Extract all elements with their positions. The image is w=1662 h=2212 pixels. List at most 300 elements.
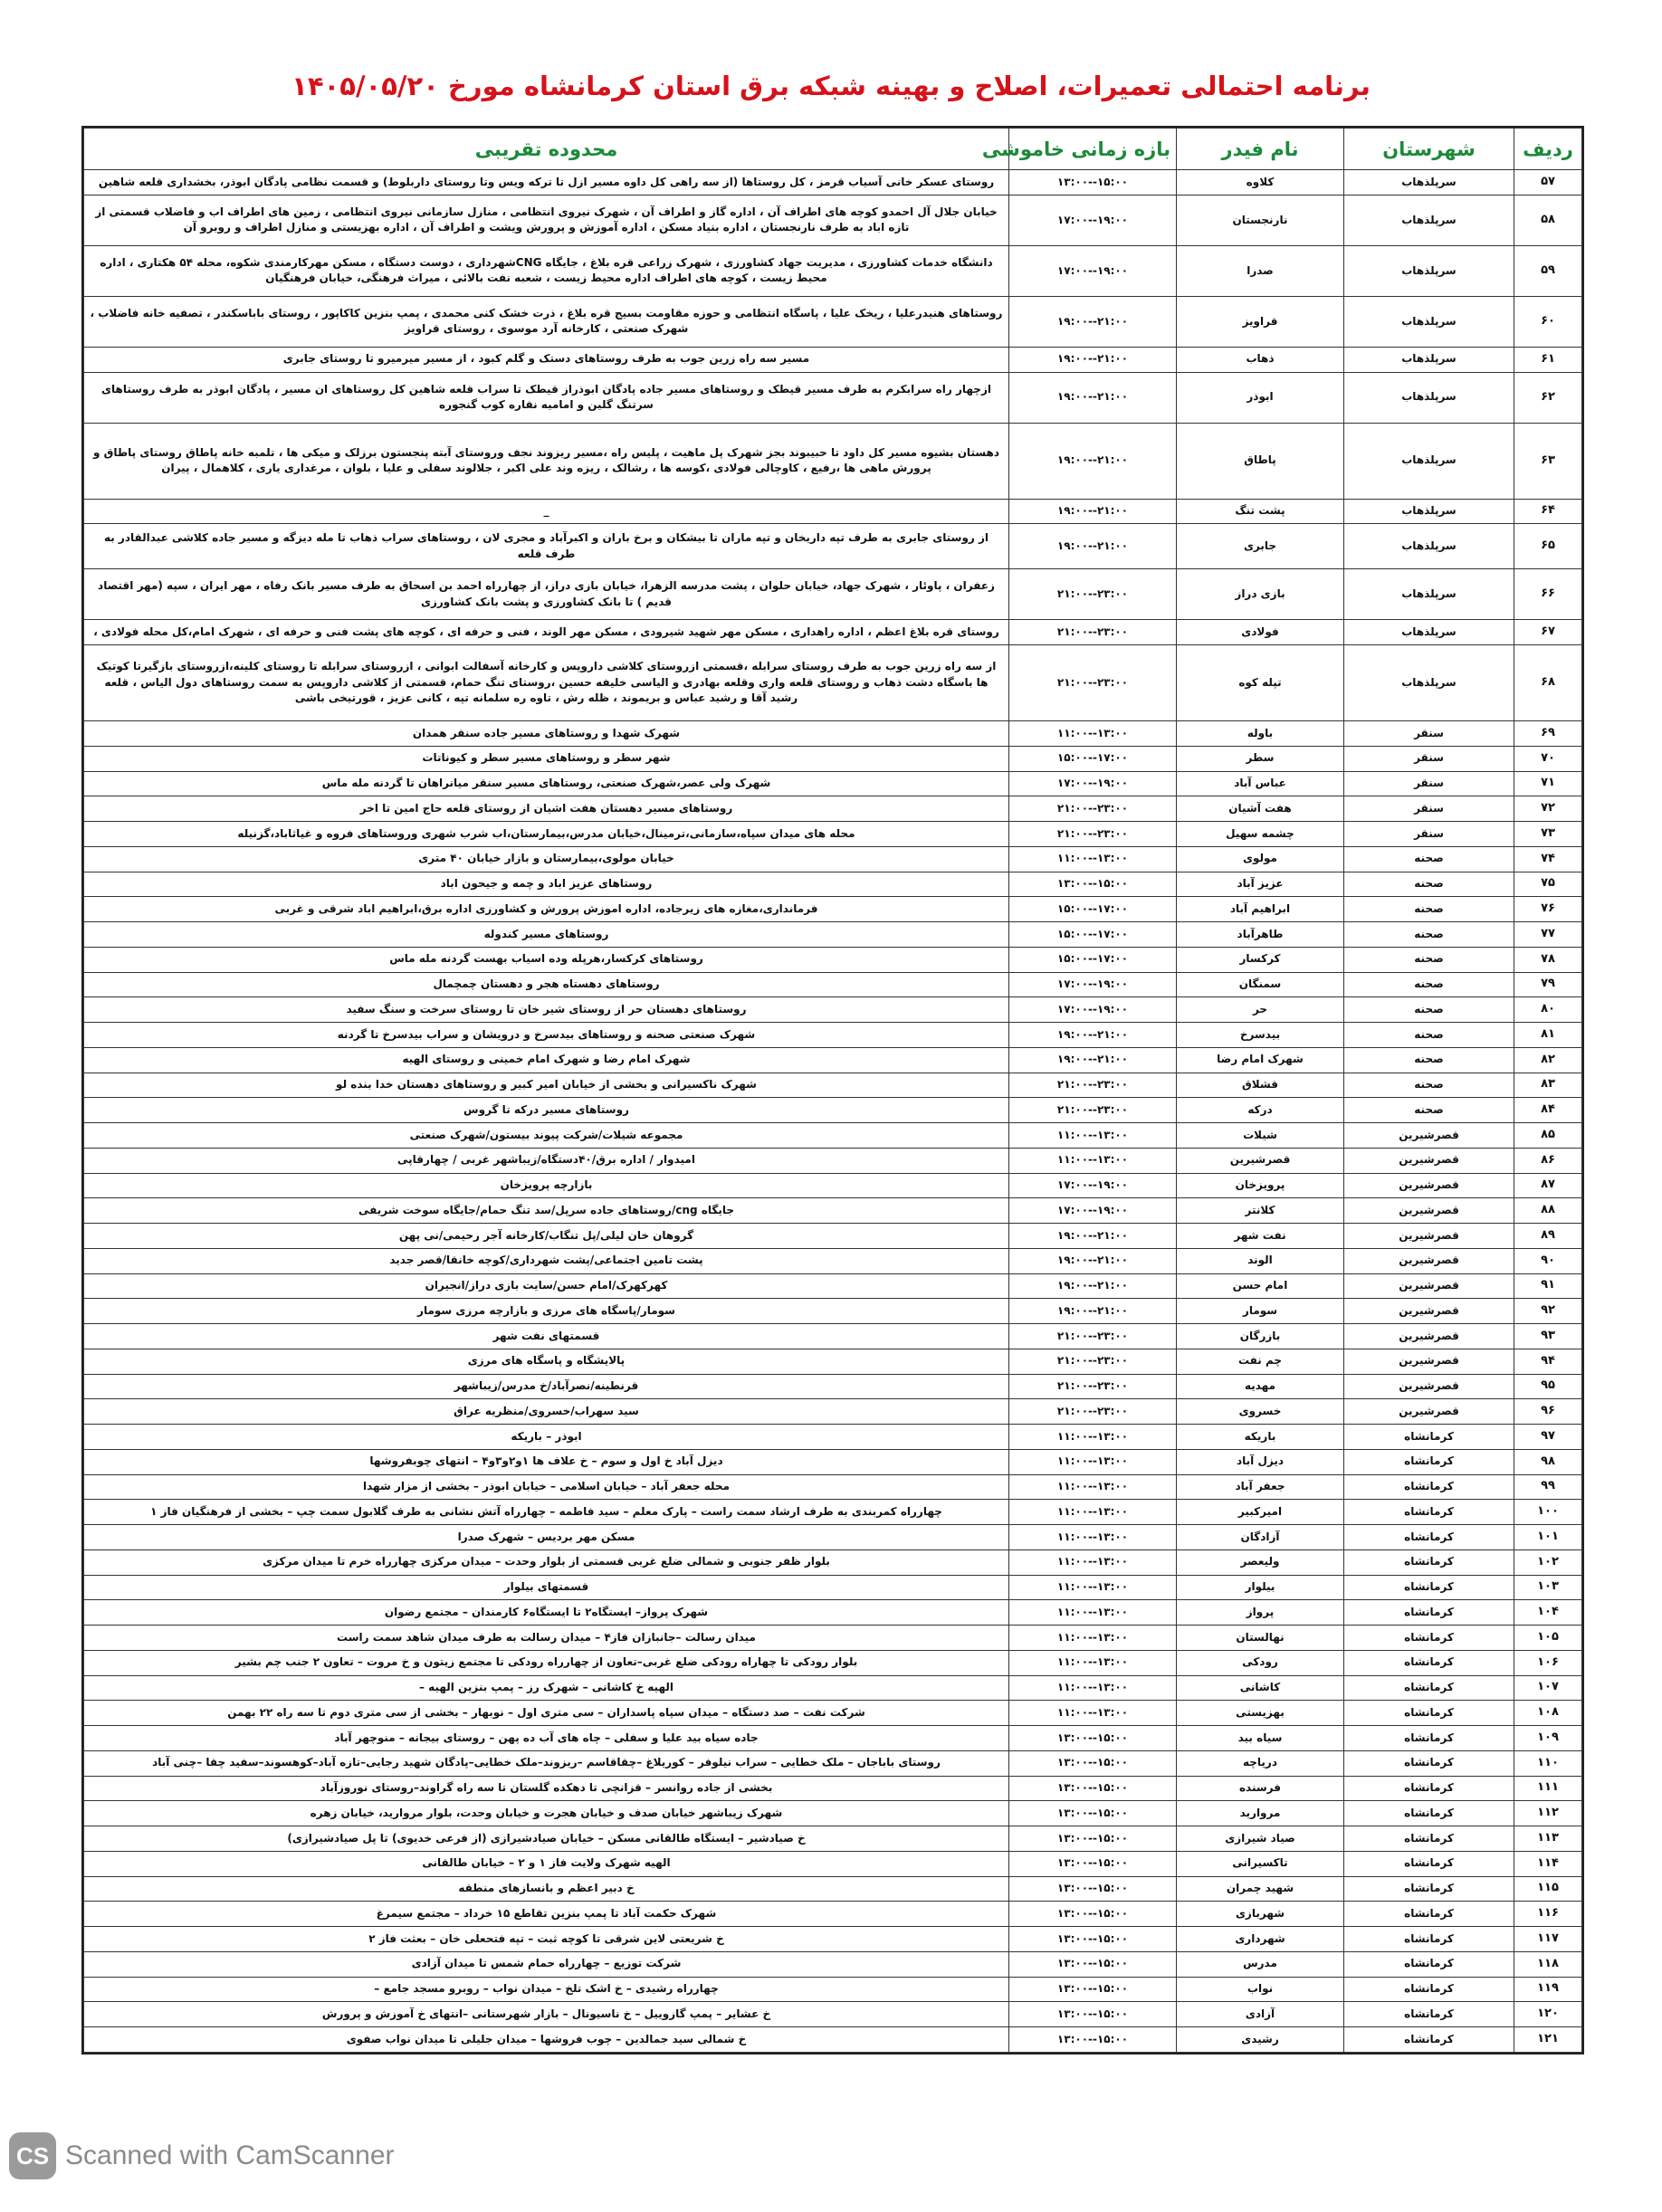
table-row <box>84 846 1582 872</box>
city-cell: کرمانشاه <box>1344 1525 1514 1550</box>
time-range-cell: ۱۹:۰۰--۲۱:۰۰ <box>1009 1224 1177 1249</box>
city-cell: کرمانشاه <box>1344 2027 1514 2053</box>
area-cell: شهر سطر و روستاهای مسیر سطر و کیوناتات <box>84 746 1009 771</box>
row-number-cell: ۷۰ <box>1514 746 1582 771</box>
feeder-cell: پرویزخان <box>1177 1173 1344 1198</box>
city-cell: قصرشیرین <box>1344 1374 1514 1399</box>
feeder-cell: دیزل آباد <box>1177 1449 1344 1474</box>
time-range-cell: ۱۳:۰۰--۱۵:۰۰ <box>1009 170 1177 195</box>
area-cell: دهستان بشیوه مسیر کل داود تا حبیبوند بجز شهرک پل ماهیت ، پلیس راه ،مسیر ریزوند نجف وروستای آبته پنجستون برزلک و میکی ها ، تلمبه خانه پاطاق روستای پاطاق و پرورش ماهی ها ،رفیع ، کاوچالی فولادی ،کوسه ها ، رشالک ، ریزه وند علی اکبر ، جلالوند سفلی و علیا ، بلوان ، مرغداری یاری ، کلاهمال ، پیران <box>84 423 1009 499</box>
feeder-cell: شهربازی <box>1177 1902 1344 1927</box>
table-row <box>84 1500 1582 1525</box>
feeder-cell: طاهرآباد <box>1177 922 1344 948</box>
city-cell: سرپلذهاب <box>1344 569 1514 620</box>
feeder-cell: چم نفت <box>1177 1349 1344 1374</box>
area-cell: روستاهای دهستاه هجر و دهستان چمچمال <box>84 972 1009 997</box>
area-cell: قرنطینه/نصرآباد/خ مدرس/زیباشهر <box>84 1374 1009 1399</box>
city-cell: کرمانشاه <box>1344 1826 1514 1852</box>
city-cell: صحنه <box>1344 1047 1514 1073</box>
row-number-cell: ۷۳ <box>1514 822 1582 847</box>
table-row <box>84 1474 1582 1500</box>
area-cell: چهارراه رشیدی – خ اشک تلخ – میدان نواب – روبرو مسجد جامع – <box>84 1977 1009 2002</box>
time-range-cell: ۲۱:۰۰--۲۳:۰۰ <box>1009 1349 1177 1374</box>
feeder-cell: امیرکبیر <box>1177 1500 1344 1525</box>
row-number-cell: ۱۰۶ <box>1514 1650 1582 1675</box>
table-row <box>84 423 1582 499</box>
area-cell: خیابان مولوی،بیمارستان و بازار خیابان ۴۰ متری <box>84 846 1009 872</box>
city-cell: سرپلذهاب <box>1344 423 1514 499</box>
table-row <box>84 1726 1582 1751</box>
feeder-cell: بیلوار <box>1177 1575 1344 1600</box>
city-cell: سرپلذهاب <box>1344 170 1514 195</box>
table-row <box>84 1525 1582 1550</box>
feeder-cell: خسروی <box>1177 1399 1344 1425</box>
row-number-cell: ۹۲ <box>1514 1299 1582 1324</box>
city-cell: سرپلذهاب <box>1344 347 1514 372</box>
time-range-cell: ۱۷:۰۰--۱۹:۰۰ <box>1009 997 1177 1023</box>
camscanner-watermark <box>9 2132 395 2179</box>
camscanner-logo-icon: CS <box>9 2132 56 2179</box>
feeder-cell: صدرا <box>1177 245 1344 296</box>
feeder-cell: الوند <box>1177 1248 1344 1273</box>
table-row <box>84 1575 1582 1600</box>
table-header-row <box>84 129 1582 170</box>
time-range-cell: ۱۱:۰۰--۱۳:۰۰ <box>1009 1600 1177 1626</box>
area-cell: شهرک صنعتی صحنه و روستاهای بیدسرخ و درویشان و سراب بیدسرخ تا گردنه <box>84 1023 1009 1048</box>
row-number-cell: ۵۸ <box>1514 195 1582 245</box>
area-cell: شرکت نفت – صد دستگاه – میدان سپاه پاسداران – سی متری اول – نوبهار – بخشی از سی متری دوم تا سه راه ۲۲ بهمن <box>84 1701 1009 1726</box>
area-cell: خ دبیر اعظم و بانسازهای منطقه <box>84 1876 1009 1902</box>
table-row <box>84 1902 1582 1927</box>
feeder-cell: نواب <box>1177 1977 1344 2002</box>
feeder-cell: رشیدی <box>1177 2027 1344 2053</box>
feeder-cell: شهید چمران <box>1177 1876 1344 1902</box>
city-cell: سنقر <box>1344 771 1514 796</box>
time-range-cell: ۱۱:۰۰--۱۳:۰۰ <box>1009 1575 1177 1600</box>
row-number-cell: ۹۳ <box>1514 1324 1582 1349</box>
feeder-cell: هفت آشیان <box>1177 796 1344 822</box>
feeder-cell: بازی دراز <box>1177 569 1344 620</box>
table-row <box>84 997 1582 1023</box>
city-cell: صحنه <box>1344 897 1514 922</box>
row-number-cell: ۱۱۳ <box>1514 1826 1582 1852</box>
table-row <box>84 822 1582 847</box>
city-cell: قصرشیرین <box>1344 1248 1514 1273</box>
table-row <box>84 897 1582 922</box>
area-cell: ابوذر – باریکه <box>84 1425 1009 1450</box>
city-cell: کرمانشاه <box>1344 1425 1514 1450</box>
time-range-cell: ۲۱:۰۰--۲۳:۰۰ <box>1009 1073 1177 1098</box>
row-number-cell: ۶۵ <box>1514 524 1582 569</box>
table-row <box>84 1600 1582 1626</box>
table-row <box>84 1023 1582 1048</box>
area-cell: خیابان جلال آل احمدو کوچه های اطراف آن ، اداره گاز و اطراف آن ، شهرک نیروی انتظامی ، منازل سازمانی نیروی انتظامی ، زمین های اطراف اب و فاضلاب قسمتی از تازه اباد به طرف نارنجستان ، اداره بنیاد مسکن ، اداره آموزش و پرورش ویشت و اطراف آن ، اداره بهزیستی و منازل اطراف و روبرو آن <box>84 195 1009 245</box>
area-cell: امیدوار / اداره برق/۴۰دستگاه/زیباشهر غربی / چهارقاپی <box>84 1148 1009 1173</box>
time-range-cell: ۱۳:۰۰--۱۵:۰۰ <box>1009 1876 1177 1902</box>
page-title: برنامه احتمالی تعمیرات، اصلاح و بهینه شبکه برق استان کرمانشاه مورخ ۱۴۰۵/۰۵/۲۰ <box>291 71 1371 101</box>
time-range-cell: ۱۹:۰۰--۲۱:۰۰ <box>1009 499 1177 524</box>
time-range-cell: ۱۳:۰۰--۱۵:۰۰ <box>1009 1951 1177 1977</box>
time-range-cell: ۱۹:۰۰--۲۱:۰۰ <box>1009 1299 1177 1324</box>
area-cell: ازچهار راه سرابکرم به طرف مسیر قیطک و روستاهای مسیر جاده پادگان ابوذراز قیطک تا سراب قلعه شاهین کل روستاهای ان مسیر ، پادگان ابوذر به طرف روستاهای سرتنگ گلین و امامیه نقاره کوب گنجوره <box>84 372 1009 423</box>
city-cell: کرمانشاه <box>1344 1675 1514 1701</box>
area-cell: دانشگاه خدمات کشاورزی ، مدیریت جهاد کشاورزی ، شهرک زراعی قره بلاغ ، جایگاه CNGشهرداری ، دوست دستگاه ، مسکن مهرکارمندی شکوه، محله ۵۴ هکتاری ، اداره محیط زیست ، کوچه های اطراف اداره محیط زیست ، شعبه نفت بالائی ، میراث فرهنگی، خیابان فرهنگیان <box>84 245 1009 296</box>
time-range-cell: ۱۹:۰۰--۲۱:۰۰ <box>1009 524 1177 569</box>
area-cell: شهرک حکمت آباد تا پمپ بنزین تقاطع ۱۵ خرداد – مجتمع سیمرغ <box>84 1902 1009 1927</box>
time-range-cell: ۲۱:۰۰--۲۳:۰۰ <box>1009 569 1177 620</box>
header-feeder: نام فیدر <box>1177 129 1344 170</box>
time-range-cell: ۱۱:۰۰--۱۳:۰۰ <box>1009 846 1177 872</box>
time-range-cell: ۲۱:۰۰--۲۳:۰۰ <box>1009 1324 1177 1349</box>
time-range-cell: ۱۹:۰۰--۲۱:۰۰ <box>1009 1023 1177 1048</box>
time-range-cell: ۲۱:۰۰--۲۳:۰۰ <box>1009 645 1177 721</box>
time-range-cell: ۱۱:۰۰--۱۳:۰۰ <box>1009 1525 1177 1550</box>
area-cell: روستاهای عزیز اباد و چمه و جیحون اباد <box>84 872 1009 897</box>
area-cell: شرکت توزیع – چهارراه حمام شمس تا میدان آزادی <box>84 1951 1009 1977</box>
table-row <box>84 947 1582 972</box>
city-cell: صحنه <box>1344 1023 1514 1048</box>
feeder-cell: باوله <box>1177 721 1344 747</box>
feeder-cell: قشلاق <box>1177 1073 1344 1098</box>
city-cell: کرمانشاه <box>1344 1977 1514 2002</box>
city-cell: صحنه <box>1344 872 1514 897</box>
row-number-cell: ۸۱ <box>1514 1023 1582 1048</box>
city-cell: کرمانشاه <box>1344 1549 1514 1575</box>
feeder-cell: جعفر آباد <box>1177 1474 1344 1500</box>
table-row <box>84 746 1582 771</box>
city-cell: کرمانشاه <box>1344 1902 1514 1927</box>
feeder-cell: مهدیه <box>1177 1374 1344 1399</box>
feeder-cell: سطر <box>1177 746 1344 771</box>
row-number-cell: ۸۳ <box>1514 1073 1582 1098</box>
area-cell: روستاهای مسیر کندوله <box>84 922 1009 948</box>
row-number-cell: ۱۰۹ <box>1514 1726 1582 1751</box>
city-cell: کرمانشاه <box>1344 1449 1514 1474</box>
row-number-cell: ۶۴ <box>1514 499 1582 524</box>
row-number-cell: ۶۰ <box>1514 296 1582 347</box>
feeder-cell: صیاد شیرازی <box>1177 1826 1344 1852</box>
area-cell: مسکن مهر بردیس – شهرک صدرا <box>84 1525 1009 1550</box>
row-number-cell: ۷۱ <box>1514 771 1582 796</box>
table-row <box>84 645 1582 721</box>
row-number-cell: ۱۰۵ <box>1514 1626 1582 1651</box>
feeder-cell: کاشانی <box>1177 1675 1344 1701</box>
row-number-cell: ۹۴ <box>1514 1349 1582 1374</box>
area-cell: پالایشگاه و پاسگاه های مرزی <box>84 1349 1009 1374</box>
area-cell: شهرک ناکسیرانی و بخشی از خیابان امیر کبیر و روستاهای دهستان خدا بنده لو <box>84 1073 1009 1098</box>
city-cell: کرمانشاه <box>1344 1474 1514 1500</box>
table-row <box>84 1047 1582 1073</box>
row-number-cell: ۱۱۷ <box>1514 1927 1582 1952</box>
area-cell: خ شمالی سید جمالدین – چوب فروشها – میدان جلیلی تا میدان نواب صفوی <box>84 2027 1009 2053</box>
row-number-cell: ۱۰۳ <box>1514 1575 1582 1600</box>
city-cell: کرمانشاه <box>1344 1500 1514 1525</box>
feeder-cell: امام حسن <box>1177 1273 1344 1299</box>
time-range-cell: ۱۹:۰۰--۲۱:۰۰ <box>1009 347 1177 372</box>
area-cell: شهرک امام رضا و شهرک امام خمینی و روستای الهیه <box>84 1047 1009 1073</box>
table-row <box>84 1349 1582 1374</box>
time-range-cell: ۱۳:۰۰--۱۵:۰۰ <box>1009 1927 1177 1952</box>
area-cell: بلوار رودکی تا چهاراه رودکی ضلع غربی–تعاون از چهارراه رودکی تا مجتمع زیتون و خ مروت – تعاون ۲ جنب چم بشیر <box>84 1650 1009 1675</box>
feeder-cell: عزیز آباد <box>1177 872 1344 897</box>
city-cell: کرمانشاه <box>1344 1927 1514 1952</box>
time-range-cell: ۲۱:۰۰--۲۳:۰۰ <box>1009 1399 1177 1425</box>
time-range-cell: ۱۳:۰۰--۱۵:۰۰ <box>1009 2002 1177 2027</box>
row-number-cell: ۱۱۹ <box>1514 1977 1582 2002</box>
table-row <box>84 1851 1582 1876</box>
row-number-cell: ۱۲۱ <box>1514 2027 1582 2053</box>
table-row <box>84 195 1582 245</box>
table-header <box>84 129 1582 170</box>
table-row <box>84 721 1582 747</box>
feeder-cell: تپله کوه <box>1177 645 1344 721</box>
table-row <box>84 1701 1582 1726</box>
time-range-cell: ۱۳:۰۰--۱۵:۰۰ <box>1009 1851 1177 1876</box>
area-cell: جایگاه cng/روستاهای جاده سرپل/سد تنگ حمام/جایگاه سوخت شریفی <box>84 1198 1009 1224</box>
row-number-cell: ۷۸ <box>1514 947 1582 972</box>
table-row <box>84 347 1582 372</box>
feeder-cell: قراویز <box>1177 296 1344 347</box>
table-row <box>84 872 1582 897</box>
table-row <box>84 1549 1582 1575</box>
city-cell: سنقر <box>1344 721 1514 747</box>
row-number-cell: ۸۸ <box>1514 1198 1582 1224</box>
table-row <box>84 2002 1582 2027</box>
row-number-cell: ۷۷ <box>1514 922 1582 948</box>
time-range-cell: ۱۱:۰۰--۱۳:۰۰ <box>1009 1425 1177 1450</box>
row-number-cell: ۸۲ <box>1514 1047 1582 1073</box>
table-row <box>84 1123 1582 1149</box>
table-row <box>84 1951 1582 1977</box>
table-row <box>84 1449 1582 1474</box>
row-number-cell: ۱۱۰ <box>1514 1750 1582 1776</box>
feeder-cell: حر <box>1177 997 1344 1023</box>
city-cell: کرمانشاه <box>1344 1726 1514 1751</box>
row-number-cell: ۹۸ <box>1514 1449 1582 1474</box>
table-row <box>84 245 1582 296</box>
row-number-cell: ۹۰ <box>1514 1248 1582 1273</box>
outage-table <box>83 128 1582 2053</box>
time-range-cell: ۱۱:۰۰--۱۳:۰۰ <box>1009 1474 1177 1500</box>
row-number-cell: ۱۰۴ <box>1514 1600 1582 1626</box>
time-range-cell: ۱۳:۰۰--۱۵:۰۰ <box>1009 872 1177 897</box>
row-number-cell: ۶۹ <box>1514 721 1582 747</box>
header-row-number: ردیف <box>1514 129 1582 170</box>
feeder-cell: سمنگان <box>1177 972 1344 997</box>
feeder-cell: مدرس <box>1177 1951 1344 1977</box>
row-number-cell: ۱۱۶ <box>1514 1902 1582 1927</box>
feeder-cell: ولیعصر <box>1177 1549 1344 1575</box>
city-cell: صحنه <box>1344 947 1514 972</box>
table-row <box>84 1977 1582 2002</box>
row-number-cell: ۸۶ <box>1514 1148 1582 1173</box>
table-row <box>84 1650 1582 1675</box>
time-range-cell: ۱۳:۰۰--۱۵:۰۰ <box>1009 1977 1177 2002</box>
area-cell: قسمتهای بیلوار <box>84 1575 1009 1600</box>
area-cell: قسمتهای نفت شهر <box>84 1324 1009 1349</box>
feeder-cell: ذهاب <box>1177 347 1344 372</box>
area-cell: خ عشایر – پمپ گازوییل – خ ناسیونال – بازار شهرستانی –انتهای خ آموزش و پرورش <box>84 2002 1009 2027</box>
table-row <box>84 2027 1582 2053</box>
feeder-cell: باریکه <box>1177 1425 1344 1450</box>
time-range-cell: ۱۹:۰۰--۲۱:۰۰ <box>1009 1273 1177 1299</box>
table-row <box>84 1224 1582 1249</box>
city-cell: قصرشیرین <box>1344 1299 1514 1324</box>
row-number-cell: ۱۰۱ <box>1514 1525 1582 1550</box>
time-range-cell: ۱۳:۰۰--۱۵:۰۰ <box>1009 1726 1177 1751</box>
feeder-cell: پشت تنگ <box>1177 499 1344 524</box>
feeder-cell: شیلات <box>1177 1123 1344 1149</box>
row-number-cell: ۹۹ <box>1514 1474 1582 1500</box>
city-cell: قصرشیرین <box>1344 1399 1514 1425</box>
header-time: بازه زمانی خاموشی <box>1009 129 1177 170</box>
area-cell: روستای باباجان – ملک خطایی – سراب نیلوفر – کوریلاغ –چقاقاسم –ریزوند–ملک خطایی–پادگان شهید رجایی–تازه آباد–کوهسوند–سفید چقا –چنی آباد <box>84 1750 1009 1776</box>
city-cell: قصرشیرین <box>1344 1224 1514 1249</box>
time-range-cell: ۱۱:۰۰--۱۳:۰۰ <box>1009 1500 1177 1525</box>
time-range-cell: ۱۷:۰۰--۱۹:۰۰ <box>1009 195 1177 245</box>
row-number-cell: ۹۶ <box>1514 1399 1582 1425</box>
area-cell: شهرک پرواز– ایستگاه۲ تا ایستگاه۶ کارمندان – مجتمع رضوان <box>84 1600 1009 1626</box>
row-number-cell: ۱۱۵ <box>1514 1876 1582 1902</box>
table-row <box>84 1324 1582 1349</box>
time-range-cell: ۲۱:۰۰--۲۳:۰۰ <box>1009 1374 1177 1399</box>
city-cell: قصرشیرین <box>1344 1349 1514 1374</box>
city-cell: کرمانشاه <box>1344 1626 1514 1651</box>
feeder-cell: بیدسرخ <box>1177 1023 1344 1048</box>
feeder-cell: کرکسار <box>1177 947 1344 972</box>
feeder-cell: دریاچه <box>1177 1750 1344 1776</box>
area-cell: روستای عسکر خانی آسیاب قرمز ، کل روستاها (از سه راهی کل داوه مسیر ازل تا ترکه ویس وتا روستای داربلوط) و قسمت نظامی پادگان ابوذر، بخشداری قلعه شاهین <box>84 170 1009 195</box>
feeder-cell: فرسنده <box>1177 1776 1344 1801</box>
row-number-cell: ۷۵ <box>1514 872 1582 897</box>
row-number-cell: ۵۹ <box>1514 245 1582 296</box>
city-cell: سرپلذهاب <box>1344 645 1514 721</box>
table-row <box>84 170 1582 195</box>
city-cell: سنقر <box>1344 746 1514 771</box>
header-area: محدوده تقریبی <box>84 129 1009 170</box>
city-cell: قصرشیرین <box>1344 1198 1514 1224</box>
area-cell: پشت تامین اجتماعی/پشت شهرداری/کوچه خانقا/قصر جدید <box>84 1248 1009 1273</box>
row-number-cell: ۹۷ <box>1514 1425 1582 1450</box>
city-cell: کرمانشاه <box>1344 2002 1514 2027</box>
row-number-cell: ۶۳ <box>1514 423 1582 499</box>
camscanner-text: Scanned with CamScanner <box>65 2140 395 2170</box>
area-cell: محله های میدان سپاه،سازمانی،ترمینال،خیابان مدرس،بیمارستان،اب شرب شهری وروستاهای فروه و غیاثاباد،گزنیله <box>84 822 1009 847</box>
time-range-cell: ۱۷:۰۰--۱۹:۰۰ <box>1009 245 1177 296</box>
table-row <box>84 1098 1582 1123</box>
table-row <box>84 1148 1582 1173</box>
city-cell: قصرشیرین <box>1344 1148 1514 1173</box>
city-cell: سرپلذهاب <box>1344 195 1514 245</box>
row-number-cell: ۹۵ <box>1514 1374 1582 1399</box>
time-range-cell: ۱۷:۰۰--۱۹:۰۰ <box>1009 771 1177 796</box>
table-row <box>84 569 1582 620</box>
table-row <box>84 1826 1582 1852</box>
feeder-cell: نهالستان <box>1177 1626 1344 1651</box>
area-cell: سید سهراب/خسروی/منظریه عراق <box>84 1399 1009 1425</box>
time-range-cell: ۱۱:۰۰--۱۳:۰۰ <box>1009 1650 1177 1675</box>
row-number-cell: ۱۱۸ <box>1514 1951 1582 1977</box>
time-range-cell: ۱۳:۰۰--۱۵:۰۰ <box>1009 2027 1177 2053</box>
table-row <box>84 372 1582 423</box>
table-body <box>84 170 1582 2053</box>
table-row <box>84 972 1582 997</box>
feeder-cell: بهزیستی <box>1177 1701 1344 1726</box>
table-row <box>84 1273 1582 1299</box>
area-cell: روستای قره بلاغ اعظم ، اداره راهداری ، مسکن مهر شهید شیرودی ، مسکن مهر الوند ، فنی و حرفه ای ، کوچه های پشت فنی و حرفه ای ، شهرک امام،کل محله فولادی ، <box>84 620 1009 645</box>
city-cell: سرپلذهاب <box>1344 524 1514 569</box>
row-number-cell: ۹۱ <box>1514 1273 1582 1299</box>
city-cell: صحنه <box>1344 997 1514 1023</box>
time-range-cell: ۱۱:۰۰--۱۳:۰۰ <box>1009 1701 1177 1726</box>
table-row <box>84 1750 1582 1776</box>
city-cell: صحنه <box>1344 972 1514 997</box>
feeder-cell: نفت شهر <box>1177 1224 1344 1249</box>
area-cell: کهرکهرک/امام حسن/سایت بازی دراز/انجیران <box>84 1273 1009 1299</box>
row-number-cell: ۷۴ <box>1514 846 1582 872</box>
table-row <box>84 499 1582 524</box>
table-row <box>84 1073 1582 1098</box>
feeder-cell: کلاوه <box>1177 170 1344 195</box>
city-cell: سرپلذهاب <box>1344 620 1514 645</box>
city-cell: کرمانشاه <box>1344 1701 1514 1726</box>
city-cell: سنقر <box>1344 796 1514 822</box>
time-range-cell: ۱۹:۰۰--۲۱:۰۰ <box>1009 1047 1177 1073</box>
area-cell: جاده سیاه بید علیا و سفلی – چاه های آب ده پهن – روستای بیجانه – منوچهر آباد <box>84 1726 1009 1751</box>
city-cell: قصرشیرین <box>1344 1273 1514 1299</box>
time-range-cell: ۱۵:۰۰--۱۷:۰۰ <box>1009 746 1177 771</box>
city-cell: سرپلذهاب <box>1344 372 1514 423</box>
time-range-cell: ۲۱:۰۰--۲۳:۰۰ <box>1009 620 1177 645</box>
city-cell: کرمانشاه <box>1344 1600 1514 1626</box>
city-cell: کرمانشاه <box>1344 1951 1514 1977</box>
row-number-cell: ۱۱۲ <box>1514 1801 1582 1826</box>
area-cell: فرمانداری،مغازه های زیرجاده، اداره اموزش پرورش و کشاورزی اداره برق،ابراهیم اباد شرقی و غربی <box>84 897 1009 922</box>
table-row <box>84 1776 1582 1801</box>
outage-table-container <box>81 126 1584 2055</box>
area-cell: شهرک زیباشهر خیابان صدف و خیابان هجرت و خیابان وحدت، بلوار مروارید، خیابان زهره <box>84 1801 1009 1826</box>
row-number-cell: ۶۸ <box>1514 645 1582 721</box>
feeder-cell: مرواريد <box>1177 1801 1344 1826</box>
time-range-cell: ۱۳:۰۰--۱۵:۰۰ <box>1009 1826 1177 1852</box>
row-number-cell: ۱۰۰ <box>1514 1500 1582 1525</box>
feeder-cell: آزادی <box>1177 2002 1344 2027</box>
time-range-cell: ۱۵:۰۰--۱۷:۰۰ <box>1009 947 1177 972</box>
area-cell: مجموعه شیلات/شرکت پیوند بیستون/شهرک صنعتی <box>84 1123 1009 1149</box>
area-cell: الهیه خ کاشانی – شهرک رز – پمپ بنزین الهیه – <box>84 1675 1009 1701</box>
table-row <box>84 922 1582 948</box>
city-cell: کرمانشاه <box>1344 1650 1514 1675</box>
city-cell: کرمانشاه <box>1344 1851 1514 1876</box>
table-row <box>84 1626 1582 1651</box>
area-cell: شهرک ولی عصر،شهرک صنعتی، روستاهای مسیر سنقر میانراهان تا گردنه مله ماس <box>84 771 1009 796</box>
time-range-cell: ۱۷:۰۰--۱۹:۰۰ <box>1009 972 1177 997</box>
feeder-cell: درکه <box>1177 1098 1344 1123</box>
time-range-cell: ۱۱:۰۰--۱۳:۰۰ <box>1009 1626 1177 1651</box>
time-range-cell: ۱۷:۰۰--۱۹:۰۰ <box>1009 1173 1177 1198</box>
time-range-cell: ۱۹:۰۰--۲۱:۰۰ <box>1009 423 1177 499</box>
time-range-cell: ۱۱:۰۰--۱۳:۰۰ <box>1009 1123 1177 1149</box>
row-number-cell: ۸۹ <box>1514 1224 1582 1249</box>
city-cell: سرپلذهاب <box>1344 245 1514 296</box>
table-row <box>84 1299 1582 1324</box>
city-cell: کرمانشاه <box>1344 1801 1514 1826</box>
area-cell: چهارراه کمربندی به طرف ارشاد سمت راست – پارک معلم – سید فاطمه – چهارراه آتش نشانی به طرف گلابول سمت چپ – بخشی از فرهنگیان فاز ۱ <box>84 1500 1009 1525</box>
feeder-cell: قصرشیرین <box>1177 1148 1344 1173</box>
time-range-cell: ۲۱:۰۰--۲۳:۰۰ <box>1009 822 1177 847</box>
table-row <box>84 1876 1582 1902</box>
area-cell: _ <box>84 499 1009 524</box>
